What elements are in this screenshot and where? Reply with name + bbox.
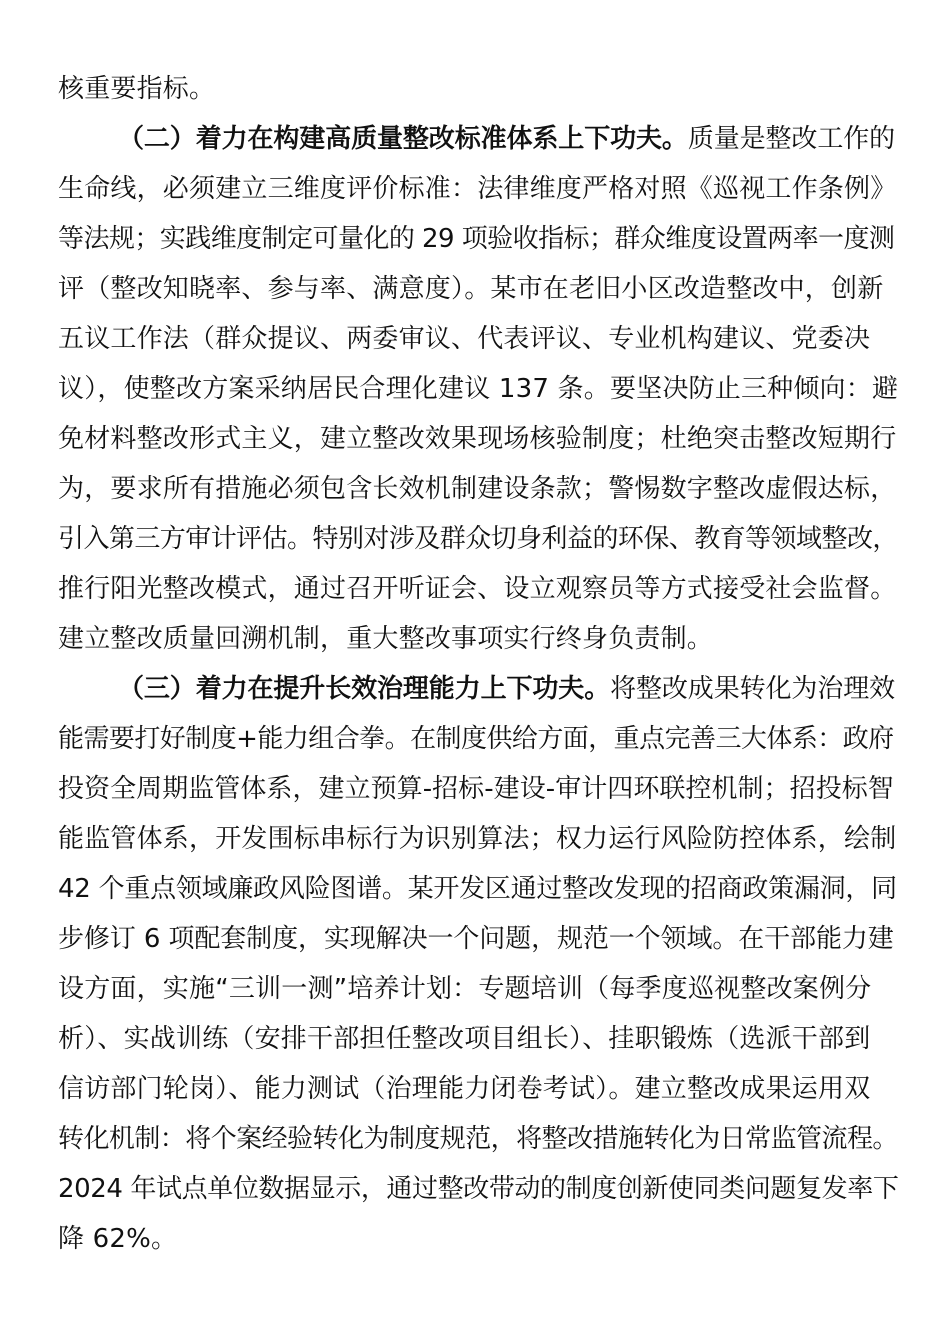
document-body (58, 64, 898, 1264)
text-line: 降 62%。 (58, 1224, 178, 1254)
text-line: 等法规；实践维度制定可量化的 29 项验收指标；群众维度设置两率一度测 (58, 224, 895, 254)
text-line: 生命线，必须建立三维度评价标准：法律维度严格对照《巡视工作条例》 (58, 174, 897, 204)
text-line: 步修订 6 项配套制度，实现解决一个问题，规范一个领域。在干部能力建 (58, 924, 894, 954)
text-line: 议），使整改方案采纳居民合理化建议 137 条。要坚决防止三种倾向：避 (58, 374, 899, 404)
section-3-first-line (58, 664, 898, 714)
text-line: 引入第三方审计评估。特别对涉及群众切身利益的环保、教育等领域整改， (58, 524, 898, 554)
section-3-heading: （三）着力在提升长效治理能力上下功夫。 (118, 674, 611, 704)
text-line: 核重要指标。 (58, 74, 216, 104)
text-line: 转化机制：将个案经验转化为制度规范，将整改措施转化为日常监管流程。 (58, 1124, 898, 1154)
text-line: 设方面，实施“三训一测”培养计划：专题培训（每季度巡视整改案例分 (58, 974, 872, 1004)
text-line: 推行阳光整改模式，通过召开听证会、设立观察员等方式接受社会监督。 (58, 574, 897, 604)
text-line: 能监管体系，开发围标串标行为识别算法；权力运行风险防控体系，绘制 (58, 824, 897, 854)
text-line: 能需要打好制度+能力组合拳。在制度供给方面，重点完善三大体系：政府 (58, 724, 894, 754)
text-line: 析）、实战训练（安排干部担任整改项目组长）、挂职锻炼（选派干部到 (58, 1024, 871, 1054)
text-line: 投资全周期监管体系，建立预算-招标-建设-审计四环联控机制；招投标智 (58, 774, 894, 804)
section-2-heading: （二）着力在构建高质量整改标准体系上下功夫。 (118, 124, 688, 154)
text-line: 评（整改知晓率、参与率、满意度）。某市在老旧小区改造整改中，创新 (58, 274, 884, 304)
text-span: 将整改成果转化为治理效 (610, 674, 896, 704)
text-line: 信访部门轮岗）、能力测试（治理能力闭卷考试）。建立整改成果运用双 (58, 1074, 871, 1104)
section-2-first-line (58, 114, 898, 164)
text-span: 质量是整改工作的 (687, 124, 896, 154)
text-line: 建立整改质量回溯机制，重大整改事项实行终身负责制。 (58, 624, 714, 654)
text-line: 免材料整改形式主义，建立整改效果现场核验制度；杜绝突击整改短期行 (58, 424, 897, 454)
text-line: 42 个重点领域廉政风险图谱。某开发区通过整改发现的招商政策漏洞，同 (58, 874, 897, 904)
text-line: 2024 年试点单位数据显示，通过整改带动的制度创新使同类问题复发率下 (58, 1174, 899, 1204)
text-line: 五议工作法（群众提议、两委审议、代表评议、专业机构建议、党委决 (58, 324, 871, 354)
text-line: 为，要求所有措施必须包含长效机制建设条款；警惕数字整改虚假达标， (58, 474, 897, 504)
